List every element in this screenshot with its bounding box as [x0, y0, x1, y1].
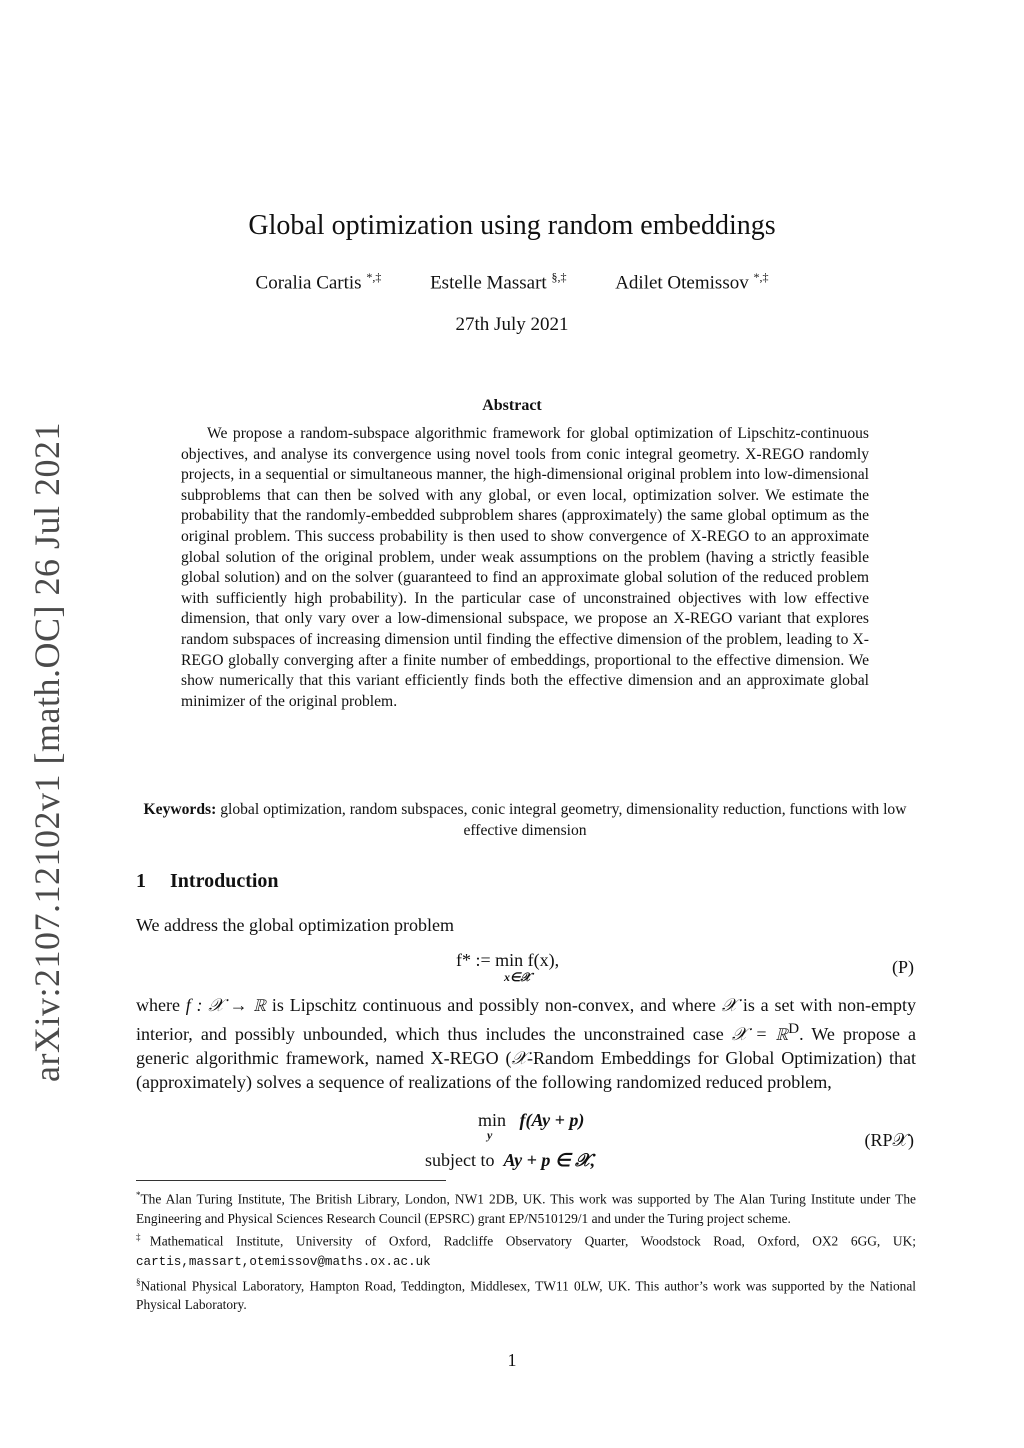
publication-date: 27th July 2021: [455, 314, 569, 335]
text-run: where: [136, 995, 186, 1015]
equation-rpx-label: (RP𝒳): [864, 1130, 914, 1150]
equation-p-subscript: x∈𝒳: [504, 970, 531, 984]
text-run: -Random Embeddings for Global Optimization) that (approximately) solves a sequence of realizations of the following randomized reduced problem,: [136, 1048, 916, 1092]
intro-paragraph-1: We address the global optimization problem: [136, 915, 454, 935]
keywords: [135, 799, 915, 841]
author-massart: [430, 270, 566, 294]
page-number: 1: [507, 1350, 517, 1370]
math-inline: 𝒳: [721, 995, 738, 1015]
author-cartis: [256, 270, 382, 294]
intro-paragraph-2: [136, 993, 916, 1094]
equation-rpx-subscript: y: [487, 1128, 493, 1142]
footnote-mark: ‡: [136, 1232, 150, 1243]
footnote-text: National Physical Laboratory, Hampton Road, Teddington, Middlesex, TW11 0LW, UK. This author’s work was supported by the National Physical Laboratory.: [136, 1278, 916, 1313]
footnote-text: The Alan Turing Institute, The British Library, London, NW1 2DB, UK. This work was supported by The Alan Turing Institute under The Engineering and Physical Sciences Research Council (EPSRC) grant EP/N510129/1 and under the Turing project scheme.: [136, 1191, 916, 1226]
section-heading-introduction: [136, 870, 279, 893]
footnote-text: Mathematical Institute, University of Oxford, Radcliffe Observatory Quarter, Woodstock Road, Oxford, OX2 6GG, UK;: [149, 1233, 916, 1249]
abstract-heading: Abstract: [482, 397, 542, 414]
equation-rpx: [0, 1110, 1024, 1170]
abstract-text: We propose a random-subspace algorithmic framework for global optimization of Lipschitz-continuous objectives, and analyse its convergence using novel tools from conic integral geometry. X-REGO randomly projects, in a sequential or simultaneous manner, the high-dimensional original problem into low-dimensional subproblems that can then be solved with any global, or even local, optimization solver. We estimate the probability that the randomly-embedded subproblem shares (approximately) the same global optimum as the original problem. This success probability is then used to show convergence of X-REGO to an approximate global solution of the original problem, under weak assumptions on the problem (having a strictly feasible global solution) and on the solver (guaranteed to find an approximate global solution of the reduced problem with sufficiently high probability). In the particular case of unconstrained objectives with low effective dimension, that only vary over a low-dimensional subspace, we propose an X-REGO variant that explores random subspaces of increasing dimension until finding the effective dimension of the problem, leading to X-REGO globally converging after a finite number of embeddings, proportional to the effective dimension. We show numerically that this variant efficiently finds both the effective dimension and an approximate global minimizer of the original problem.: [181, 425, 869, 710]
arxiv-identifier[interactable]: arXiv:2107.12102v1 [math.OC] 26 Jul 2021: [27, 422, 67, 1082]
equation-p-label: (P): [892, 957, 914, 977]
keywords-label: Keywords:: [143, 801, 217, 818]
section-number: 1: [136, 870, 146, 892]
section-title: Introduction: [170, 870, 279, 892]
equation-p-expression: f* := min f(x),: [456, 950, 560, 970]
author-name: Estelle Massart: [430, 272, 547, 294]
min-operator: min: [478, 1110, 507, 1130]
author-name: Adilet Otemissov: [615, 272, 749, 294]
footnote-rule: [136, 1180, 446, 1181]
objective-expression: f(Ay + p): [519, 1110, 585, 1130]
math-inline: 𝒳 = ℝ: [731, 1024, 789, 1044]
author-affiliation-marks: §,‡: [551, 270, 567, 284]
text-run: is a set with non-empty interior, and possibly unbounded, which thus includes the unconstrained case: [136, 995, 916, 1044]
text-run: is Lipschitz continuous and possibly non-convex, and where: [266, 995, 722, 1015]
email-link[interactable]: cartis,massart,otemissov@maths.ox.ac.uk: [136, 1255, 431, 1270]
footnote-mark: §: [136, 1276, 141, 1287]
footnotes: [136, 1186, 916, 1315]
footnote-turing: [136, 1186, 916, 1228]
author-affiliation-marks: *,‡: [753, 270, 769, 284]
author-name: Coralia Cartis: [255, 272, 362, 294]
constraint-label: subject to: [425, 1150, 495, 1170]
author-otemissov: [615, 270, 768, 294]
math-inline: 𝒳: [511, 1048, 527, 1068]
text-run: . We propose a generic algorithmic framework, named X-REGO (: [136, 1024, 916, 1068]
constraint-expression: Ay + p ∈ 𝒳,: [503, 1150, 596, 1170]
math-superscript: D: [788, 1021, 800, 1037]
equation-rpx-objective: [478, 1110, 584, 1131]
author-list: [0, 270, 1024, 294]
equation-p: [0, 950, 1024, 990]
footnote-npl: [136, 1273, 916, 1315]
equation-rpx-constraint: [425, 1150, 595, 1171]
footnote-mark: *: [136, 1190, 141, 1200]
math-inline: f : 𝒳 → ℝ: [185, 995, 267, 1015]
keywords-text: global optimization, random subspaces, conic integral geometry, dimensionality reduction, functions with low effective dimension: [220, 801, 907, 839]
paper-title: Global optimization using random embeddings: [248, 210, 776, 241]
footnote-oxford: [136, 1228, 916, 1272]
author-affiliation-marks: *,‡: [366, 270, 382, 284]
